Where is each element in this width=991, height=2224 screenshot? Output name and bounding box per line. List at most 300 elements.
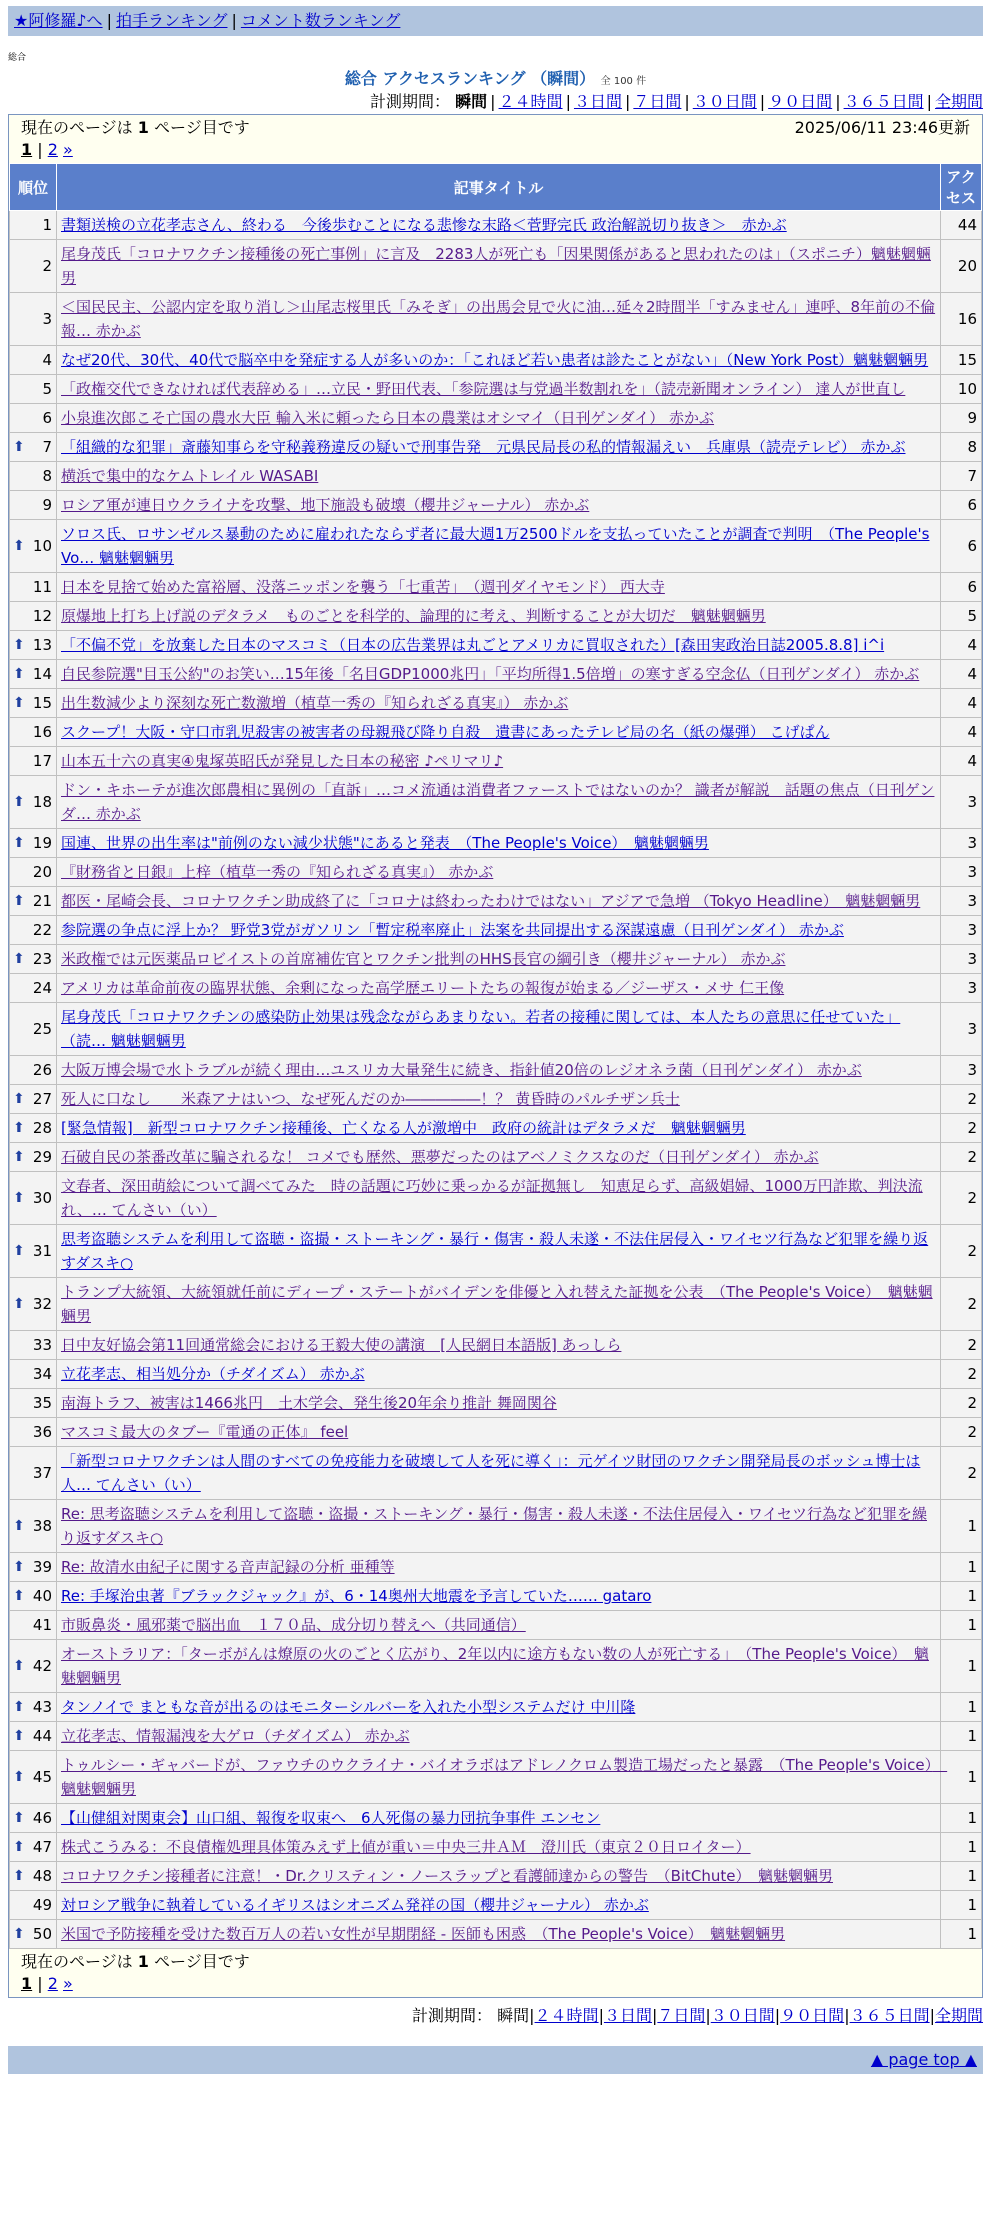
table-row xyxy=(10,945,982,974)
item-count: 全 100 件 xyxy=(600,76,647,87)
title-cell xyxy=(57,776,941,829)
up-arrow-icon: ⬆ xyxy=(13,1699,25,1715)
table-row xyxy=(10,747,982,776)
article-link[interactable]: Re: 思考盗聴システムを利用して盗聴・盗撮・ストーキング・暴行・傷害・殺人未遂・不法住居侵入・ワイセツ行為など犯罪を繰り返すダスキ○ xyxy=(61,1505,927,1547)
page-title xyxy=(0,68,991,90)
period-option-2[interactable]: ７日間 xyxy=(657,2006,706,2025)
rank-cell xyxy=(10,1447,57,1500)
up-arrow-icon: ⬆ xyxy=(13,951,25,967)
title-cell xyxy=(57,346,941,375)
access-count: 1 xyxy=(941,1891,982,1920)
rank-cell xyxy=(10,1640,57,1693)
table-row xyxy=(10,631,982,660)
table-row xyxy=(10,1360,982,1389)
table-row xyxy=(10,1331,982,1360)
article-link[interactable]: タンノイで まともな音が出るのはモニターシルバーを入れた小型システムだけ 中川隆 xyxy=(61,1698,636,1716)
rank-cell xyxy=(10,1418,57,1447)
table-row xyxy=(10,689,982,718)
rank-number: 16 xyxy=(32,723,52,741)
title-cell xyxy=(57,1891,941,1920)
article-link[interactable]: [緊急情報] 新型コロナワクチン接種後、亡くなる人が激増中 政府の統計はデタラメだ 魑魅魍魎男 xyxy=(61,1119,746,1137)
table-row xyxy=(10,1611,982,1640)
rank-cell xyxy=(10,602,57,631)
up-arrow-icon: ⬆ xyxy=(13,1518,25,1534)
title-cell xyxy=(57,1833,941,1862)
access-count: 2 xyxy=(941,1447,982,1500)
rank-cell xyxy=(10,1582,57,1611)
nav-separator: | xyxy=(231,11,237,30)
period-option-6[interactable]: 全期間 xyxy=(934,92,983,111)
rank-number: 26 xyxy=(32,1061,52,1079)
rank-number: 8 xyxy=(42,467,52,485)
table-row xyxy=(10,1143,982,1172)
table-row xyxy=(10,1693,982,1722)
rank-number: 2 xyxy=(42,257,52,275)
article-link[interactable]: 大阪万博会場で水トラブルが続く理由…ユスリカ大量発生に続き、指針値20倍のレジオネラ菌（日刊ゲンダイ） 赤かぶ xyxy=(61,1061,862,1079)
access-count: 20 xyxy=(941,240,982,293)
rank-number: 9 xyxy=(42,496,52,514)
title-cell xyxy=(57,1693,941,1722)
title-cell xyxy=(57,916,941,945)
table-row xyxy=(10,916,982,945)
title-cell xyxy=(57,1085,941,1114)
rank-cell xyxy=(10,974,57,1003)
rank-number: 47 xyxy=(32,1838,52,1856)
access-count: 1 xyxy=(941,1640,982,1693)
access-count: 5 xyxy=(941,602,982,631)
access-count: 3 xyxy=(941,858,982,887)
rank-number: 19 xyxy=(32,834,52,852)
page-2-link[interactable]: 2 xyxy=(47,140,58,159)
access-count: 15 xyxy=(941,346,982,375)
access-count: 1 xyxy=(941,1862,982,1891)
access-count: 2 xyxy=(941,1225,982,1278)
title-cell xyxy=(57,1003,941,1056)
up-arrow-icon: ⬆ xyxy=(13,1926,25,1942)
article-link[interactable]: 立花孝志、相当処分か（チダイズム） 赤かぶ xyxy=(61,1365,365,1383)
article-link[interactable]: 書類送検の立花孝志さん、終わる 今後歩むことになる悲惨な末路＜菅野完氏 政治解説切り抜き＞ 赤かぶ xyxy=(61,216,787,234)
table-row xyxy=(10,776,982,829)
rank-number: 38 xyxy=(32,1517,52,1535)
access-count: 9 xyxy=(941,404,982,433)
title-cell xyxy=(57,1751,948,1804)
access-count: 2 xyxy=(941,1389,982,1418)
article-link[interactable]: 市販鼻炎・風邪薬で脳出血 １７０品、成分切り替えへ（共同通信） xyxy=(61,1616,526,1634)
table-row xyxy=(10,1172,982,1225)
rank-cell xyxy=(10,776,57,829)
access-count: 1 xyxy=(941,1553,982,1582)
rank-cell xyxy=(10,375,57,404)
rank-cell xyxy=(10,1500,57,1553)
table-row xyxy=(10,858,982,887)
page-links: 1 | 2 » xyxy=(21,1974,73,1993)
up-arrow-icon: ⬆ xyxy=(13,1839,25,1855)
period-label: 計測期間： xyxy=(370,92,456,111)
period-option-5[interactable]: ３６５日間 xyxy=(843,92,924,111)
table-row xyxy=(10,346,982,375)
up-arrow-icon: ⬆ xyxy=(13,695,25,711)
comment-ranking-link[interactable]: コメント数ランキング xyxy=(240,11,401,30)
title-cell xyxy=(57,1553,941,1582)
rank-number: 28 xyxy=(32,1119,52,1137)
article-link[interactable]: 対ロシア戦争に執着しているイギリスはシオニズム発祥の国（櫻井ジャーナル） 赤かぶ xyxy=(61,1896,649,1914)
up-arrow-icon: ⬆ xyxy=(13,1588,25,1604)
rank-number: 42 xyxy=(32,1657,52,1675)
title-cell xyxy=(57,718,941,747)
access-count: 1 xyxy=(941,1833,982,1862)
up-arrow-icon: ⬆ xyxy=(13,1769,25,1785)
title-cell xyxy=(57,1804,941,1833)
table-row xyxy=(10,1389,982,1418)
rank-cell xyxy=(10,573,57,602)
rank-number: 22 xyxy=(32,921,52,939)
table-row xyxy=(10,829,982,858)
rank-number: 41 xyxy=(32,1616,52,1634)
rank-cell xyxy=(10,1611,57,1640)
up-arrow-icon: ⬆ xyxy=(13,1091,25,1107)
page-links: 1 | 2 » xyxy=(21,140,73,159)
title-cell xyxy=(57,1418,941,1447)
pager-bottom xyxy=(9,1949,982,1997)
page-1-current: 1 xyxy=(21,140,33,159)
access-count: 10 xyxy=(941,375,982,404)
article-link[interactable]: 参院選の争点に浮上か？ 野党3党がガソリン「暫定税率廃止」法案を共同提出する深謀遠慮（日刊ゲンダイ） 赤かぶ xyxy=(61,921,844,939)
rank-cell xyxy=(10,404,57,433)
table-row xyxy=(10,491,982,520)
rank-cell xyxy=(10,1920,57,1949)
title-cell xyxy=(57,1360,941,1389)
rank-number: 18 xyxy=(32,793,52,811)
rank-number: 46 xyxy=(32,1809,52,1827)
title-cell xyxy=(57,1172,941,1225)
up-arrow-icon: ⬆ xyxy=(13,1810,25,1826)
rank-cell xyxy=(10,346,57,375)
table-row xyxy=(10,1891,982,1920)
title-cell xyxy=(57,829,941,858)
rank-cell xyxy=(10,916,57,945)
title-text: 総合 アクセスランキング （瞬間） xyxy=(344,69,596,88)
period-option-4[interactable]: ９０日間 xyxy=(768,92,833,111)
rank-number: 1 xyxy=(42,216,52,234)
article-link[interactable]: 文春者、深田萌絵について調べてみた 時の話題に巧妙に乗っかるが証拠無し 知恵足らず、高級娼婦、1000万円詐欺、判決流れ、… てんさい（い） xyxy=(61,1177,923,1219)
period-option-5[interactable]: ３６５日間 xyxy=(849,2006,930,2025)
rank-number: 5 xyxy=(42,380,52,398)
table-row xyxy=(10,1804,982,1833)
rank-cell xyxy=(10,829,57,858)
table-row xyxy=(10,573,982,602)
table-row xyxy=(10,1582,982,1611)
article-link[interactable]: Re: 手塚治虫著『ブラックジャック』が、6・14奥州大地震を予言していた…… gataro xyxy=(61,1587,652,1605)
up-arrow-icon: ⬆ xyxy=(13,794,25,810)
rank-number: 36 xyxy=(32,1423,52,1441)
table-row xyxy=(10,1500,982,1553)
article-link[interactable]: ＜国民民主、公認内定を取り消し＞山尾志桜里氏「みそぎ」の出馬会見で火に油…延々2時間半「すみません」連呼、8年前の不倫報… 赤かぶ xyxy=(61,298,936,340)
rank-cell xyxy=(10,240,57,293)
rank-number: 48 xyxy=(32,1867,52,1885)
title-cell xyxy=(57,1114,941,1143)
article-link[interactable]: 株式こうみる：不良債権処理具体策みえず上値が重い＝中央三井ＡＭ 澄川氏（東京２０日ロイター） xyxy=(61,1838,751,1856)
up-arrow-icon: ⬆ xyxy=(13,1149,25,1165)
next-page-link[interactable]: » xyxy=(63,140,73,159)
page-1-current: 1 xyxy=(21,1974,33,1993)
up-arrow-icon: ⬆ xyxy=(13,1728,25,1744)
up-arrow-icon: ⬆ xyxy=(13,835,25,851)
access-count: 3 xyxy=(941,776,982,829)
article-link[interactable]: 小泉進次郎こそ亡国の農水大臣 輸入米に頼ったら日本の農業はオシマイ（日刊ゲンダイ） 赤かぶ xyxy=(61,409,715,427)
access-count: 2 xyxy=(941,1331,982,1360)
access-count: 4 xyxy=(941,689,982,718)
article-link[interactable]: 国連、世界の出生率は"前例のない減少状態"にあると発表 （The People's Voice） 魑魅魍魎男 xyxy=(61,834,709,852)
rank-number: 32 xyxy=(32,1295,52,1313)
table-row xyxy=(10,375,982,404)
article-link[interactable]: 「新型コロナワクチンは人間のすべての免疫能力を破壊して人を死に導く」：元ゲイツ財団のワクチン開発局長のボッシュ博士は人… てんさい（い） xyxy=(61,1452,921,1494)
article-link[interactable]: 日中友好協会第11回通常総会における王毅大使の講演 [人民網日本語版] あっしら xyxy=(61,1336,622,1354)
rank-number: 21 xyxy=(32,892,52,910)
article-link[interactable]: 尾身茂氏「コロナワクチン接種後の死亡事例」に言及 2283人が死亡も「因果関係があると思われたのは」（スポニチ）魑魅魍魎男 xyxy=(61,245,931,287)
article-link[interactable]: 尾身茂氏「コロナワクチンの感染防止効果は残念ながらあまりない。若者の接種に関しては、本人たちの意思に任せていた」（読… 魑魅魍魎男 xyxy=(61,1008,901,1050)
table-row xyxy=(10,1278,982,1331)
article-link[interactable]: 米政権では元医薬品ロビイストの首席補佐官とワクチン批判のHHS長官の綱引き（櫻井ジャーナル） 赤かぶ xyxy=(61,950,786,968)
period-option-1[interactable]: ３日間 xyxy=(603,2006,652,2025)
clap-ranking-link[interactable]: 拍手ランキング xyxy=(115,11,228,30)
access-count: 4 xyxy=(941,718,982,747)
access-count: 3 xyxy=(941,1056,982,1085)
rank-cell xyxy=(10,689,57,718)
article-link[interactable]: なぜ20代、30代、40代で脳卒中を発症する人が多いのか：「これほど若い患者は診たことがない」（New York Post）魑魅魍魎男 xyxy=(61,351,929,369)
rank-cell xyxy=(10,211,57,240)
article-link[interactable]: 「組織的な犯罪」斎藤知事らを守秘義務違反の疑いで刑事告発 元県民局長の私的情報漏えい 兵庫県（読売テレビ） 赤かぶ xyxy=(61,438,906,456)
rank-number: 23 xyxy=(32,950,52,968)
ranking-box xyxy=(8,114,983,1998)
access-count: 3 xyxy=(941,887,982,916)
rank-number: 29 xyxy=(32,1148,52,1166)
title-cell xyxy=(57,631,941,660)
rank-cell xyxy=(10,1891,57,1920)
rank-cell xyxy=(10,1804,57,1833)
access-count: 6 xyxy=(941,491,982,520)
article-link[interactable]: マスコミ最大のタブー『電通の正体』 feel xyxy=(61,1423,349,1441)
article-link[interactable]: 原爆地上打ち上げ説のデタラメ ものごとを科学的、論理的に考え、判断することが大切だ 魑魅魍魎男 xyxy=(61,607,766,625)
title-cell xyxy=(57,1920,941,1949)
title-cell xyxy=(57,1278,941,1331)
title-cell xyxy=(57,1722,941,1751)
article-link[interactable]: スクープ！大阪・守口市乳児殺害の被害者の母親飛び降り自殺 遺書にあったテレビ局の名（紙の爆弾） こげぱん xyxy=(61,723,830,741)
title-cell xyxy=(57,433,941,462)
rank-cell xyxy=(10,1360,57,1389)
table-row xyxy=(10,1920,982,1949)
rank-number: 3 xyxy=(42,310,52,328)
rank-number: 7 xyxy=(42,438,52,456)
access-count: 2 xyxy=(941,1143,982,1172)
title-cell xyxy=(57,1331,941,1360)
rank-cell xyxy=(10,491,57,520)
page-status: 現在のページは 1 ページ目です xyxy=(21,118,250,137)
access-count: 4 xyxy=(941,747,982,776)
period-option-3[interactable]: ３０日間 xyxy=(692,92,757,111)
page-2-link[interactable]: 2 xyxy=(47,1974,58,1993)
rank-cell xyxy=(10,1833,57,1862)
article-link[interactable]: ソロス氏、ロサンゼルス暴動のために雇われたならず者に最大週1万2500ドルを支払っていたことが調査で判明 （The People's Vo… 魑魅魍魎男 xyxy=(61,525,930,567)
rank-cell xyxy=(10,1056,57,1085)
title-cell xyxy=(57,689,941,718)
period-selector: 計測期間： 瞬間|２４時間|３日間|７日間|３０日間|９０日間|３６５日間|全期間 xyxy=(412,2006,983,2025)
period-option-4[interactable]: ９０日間 xyxy=(780,2006,845,2025)
table-row xyxy=(10,1003,982,1056)
title-cell xyxy=(57,573,941,602)
access-count: 3 xyxy=(941,1003,982,1056)
article-link[interactable]: 出生数減少より深刻な死亡数激増（植草一秀の『知られざる真実』） 赤かぶ xyxy=(61,694,569,712)
access-count: 1 xyxy=(941,1500,982,1553)
article-link[interactable]: オーストラリア：「ターボがんは燎原の火のごとく広がり、2年以内に途方もない数の人が死亡する」 （The People's Voice） 魑魅魍魎男 xyxy=(61,1645,929,1687)
title-cell xyxy=(57,240,941,293)
table-row xyxy=(10,240,982,293)
rank-cell xyxy=(10,1693,57,1722)
title-cell xyxy=(57,293,941,346)
period-option-3[interactable]: ３０日間 xyxy=(710,2006,775,2025)
rank-number: 30 xyxy=(32,1189,52,1207)
page-top-link[interactable]: ▲ page top ▲ xyxy=(870,2050,977,2069)
page-status: 現在のページは 1 ページ目です xyxy=(21,1952,250,1971)
table-row xyxy=(10,211,982,240)
title-cell xyxy=(57,1582,941,1611)
rank-number: 20 xyxy=(32,863,52,881)
rank-header: 順位 xyxy=(10,164,57,211)
article-link[interactable]: トゥルシー・ギャバードが、ファウチのウクライナ・バイオラボはアドレノクロム製造工場だったと暴露 （The People's Voice） 魑魅魍魎男 xyxy=(61,1756,948,1798)
access-count: 1 xyxy=(941,1751,982,1804)
article-link[interactable]: 山本五十六の真実④鬼塚英昭氏が発見した日本の秘密 ♪ペリマリ♪ xyxy=(61,752,504,770)
article-link[interactable]: ロシア軍が連日ウクライナを攻撃、地下施設も破壊（櫻井ジャーナル） 赤かぶ xyxy=(61,496,590,514)
access-count: 4 xyxy=(941,631,982,660)
access-count: 2 xyxy=(941,1278,982,1331)
period-option-2[interactable]: ７日間 xyxy=(633,92,682,111)
title-cell xyxy=(57,1862,941,1891)
access-count: 2 xyxy=(941,1418,982,1447)
rank-number: 49 xyxy=(32,1896,52,1914)
article-link[interactable]: 日本を見捨て始めた富裕層、没落ニッポンを襲う「七重苦」 （週刊ダイヤモンド） 西大寺 xyxy=(61,578,665,596)
up-arrow-icon: ⬆ xyxy=(13,666,25,682)
article-link[interactable]: 自民参院選"目玉公約"のお笑い…15年後「名目GDP1000兆円」「平均所得1.5倍増」の寒すぎる空念仏（日刊ゲンダイ） 赤かぶ xyxy=(61,665,920,683)
up-arrow-icon: ⬆ xyxy=(13,1243,25,1259)
rank-number: 6 xyxy=(42,409,52,427)
up-arrow-icon: ⬆ xyxy=(13,1190,25,1206)
title-cell xyxy=(57,1447,941,1500)
rank-cell xyxy=(10,1003,57,1056)
period-option-6[interactable]: 全期間 xyxy=(934,2006,983,2025)
rank-number: 43 xyxy=(32,1698,52,1716)
title-cell xyxy=(57,747,941,776)
table-row xyxy=(10,1833,982,1862)
article-link[interactable]: Re: 故清水由紀子に関する音声記録の分析 亜種等 xyxy=(61,1558,395,1576)
rank-number: 40 xyxy=(32,1587,52,1605)
article-link[interactable]: 石破自民の茶番改革に騙されるな！ コメでも歴然、悪夢だったのはアベノミクスなのだ（日刊ゲンダイ） 赤かぶ xyxy=(61,1148,819,1166)
rank-cell xyxy=(10,718,57,747)
rank-number: 14 xyxy=(32,665,52,683)
table-row xyxy=(10,1447,982,1500)
table-row xyxy=(10,887,982,916)
rank-cell xyxy=(10,858,57,887)
table-row xyxy=(10,404,982,433)
period-option-0[interactable]: ２４時間 xyxy=(498,92,563,111)
rank-number: 10 xyxy=(32,537,52,555)
article-link[interactable]: 死人に口なし 米森アナはいつ、なぜ死んだのか―――――！？ 黄昏時のパルチザン兵士 xyxy=(61,1090,680,1108)
article-link[interactable]: 「政権交代できなければ代表辞める」…立民・野田代表、「参院選は与党過半数割れを」（読売新聞オンライン） 達人が世直し xyxy=(61,380,906,398)
period-option-1[interactable]: ３日間 xyxy=(573,92,622,111)
title-header: 記事タイトル xyxy=(57,164,941,211)
table-row xyxy=(10,1862,982,1891)
up-arrow-icon: ⬆ xyxy=(13,1868,25,1884)
rank-cell xyxy=(10,462,57,491)
table-row xyxy=(10,660,982,689)
table-row xyxy=(10,718,982,747)
period-label: 計測期間： xyxy=(412,2006,498,2025)
home-link[interactable]: ★阿修羅♪へ xyxy=(14,11,103,30)
nav-separator: | xyxy=(106,11,112,30)
category-label: 総合 xyxy=(8,53,27,63)
up-arrow-icon: ⬆ xyxy=(13,1120,25,1136)
table-row xyxy=(10,433,982,462)
next-page-link[interactable]: » xyxy=(63,1974,73,1993)
up-arrow-icon: ⬆ xyxy=(13,538,25,554)
up-arrow-icon: ⬆ xyxy=(13,1658,25,1674)
article-link[interactable]: ドン・キホーテが進次郎農相に異例の「直訴」…コメ流通は消費者ファーストではないのか？ 識者が解説 話題の焦点（日刊ゲンダ… 赤かぶ xyxy=(61,781,935,823)
article-link[interactable]: 立花孝志、情報漏洩を大ゲロ（チダイズム） 赤かぶ xyxy=(61,1727,410,1745)
rank-number: 39 xyxy=(32,1558,52,1576)
title-cell xyxy=(57,520,941,573)
access-header: アクセス xyxy=(941,164,982,211)
title-cell xyxy=(57,887,941,916)
article-link[interactable]: 米国で予防接種を受けた数百万人の若い女性が早期閉経 - 医師も困惑 （The People's Voice） 魑魅魍魎男 xyxy=(61,1925,786,1943)
top-nav xyxy=(8,6,983,36)
access-count: 3 xyxy=(941,974,982,1003)
updated-time: 2025/06/11 23:46更新 xyxy=(794,118,970,137)
rank-cell xyxy=(10,1278,57,1331)
table-row xyxy=(10,520,982,573)
article-link[interactable]: コロナワクチン接種者に注意！・Dr.クリスティン・ノースラップと看護師達からの警告 （BitChute） 魑魅魍魎男 xyxy=(61,1867,833,1885)
period-selector: 計測期間： 瞬間 | ２４時間 | ３日間 | ７日間 | ３０日間 | ９０日間 | ３６５日間 | 全期間 xyxy=(370,92,983,111)
rank-cell xyxy=(10,1085,57,1114)
rank-cell xyxy=(10,1172,57,1225)
article-link[interactable]: 【山健組対関東会】山口組、報復を収束へ 6人死傷の暴力団抗争事件 エンセン xyxy=(61,1809,601,1827)
period-option-0[interactable]: ２４時間 xyxy=(534,2006,599,2025)
table-row xyxy=(10,1751,982,1804)
title-cell xyxy=(57,1056,941,1085)
access-count: 2 xyxy=(941,1085,982,1114)
rank-number: 13 xyxy=(32,636,52,654)
table-row xyxy=(10,1640,982,1693)
article-link[interactable]: 『財務省と日銀』上梓（植草一秀の『知られざる真実』） 赤かぶ xyxy=(61,863,494,881)
table-row xyxy=(10,1418,982,1447)
rank-number: 35 xyxy=(32,1394,52,1412)
article-link[interactable]: 都医・尾崎会長、コロナワクチン助成終了に「コロナは終わったわけではない」アジアで急増 （Tokyo Headline） 魑魅魍魎男 xyxy=(61,892,921,910)
access-count: 6 xyxy=(941,520,982,573)
up-arrow-icon: ⬆ xyxy=(13,1559,25,1575)
rank-cell xyxy=(10,1862,57,1891)
article-link[interactable]: 思考盗聴システムを利用して盗聴・盗撮・ストーキング・暴行・傷害・殺人未遂・不法住居侵入・ワイセツ行為など犯罪を繰り返すダスキ○ xyxy=(61,1230,929,1272)
title-cell xyxy=(57,1225,941,1278)
article-link[interactable]: アメリカは革命前夜の臨界状態、余剰になった高学歴エリートたちの報復が始まる／ジーザス・メサ 仁王像 xyxy=(61,979,785,997)
article-link[interactable]: 南海トラフ、被害は1466兆円 土木学会、発生後20年余り推計 舞岡関谷 xyxy=(61,1394,557,1412)
article-link[interactable]: 「不偏不党」を放棄した日本のマスコミ（日本の広告業界は丸ごとアメリカに買収された）[森田実政治日誌2005.8.8] i^i xyxy=(61,636,885,654)
article-link[interactable]: トランプ大統領、大統領就任前にディープ・ステートがバイデンを俳優と入れ替えた証拠を公表 （The People's Voice） 魑魅魍魎男 xyxy=(61,1283,933,1325)
ranking-table xyxy=(9,163,982,1949)
title-cell xyxy=(57,462,941,491)
table-row xyxy=(10,1056,982,1085)
up-arrow-icon: ⬆ xyxy=(13,637,25,653)
article-link[interactable]: 横浜で集中的なケムトレイル WASABI xyxy=(61,467,319,485)
rank-cell xyxy=(10,1751,57,1804)
rank-number: 24 xyxy=(32,979,52,997)
table-row xyxy=(10,1722,982,1751)
